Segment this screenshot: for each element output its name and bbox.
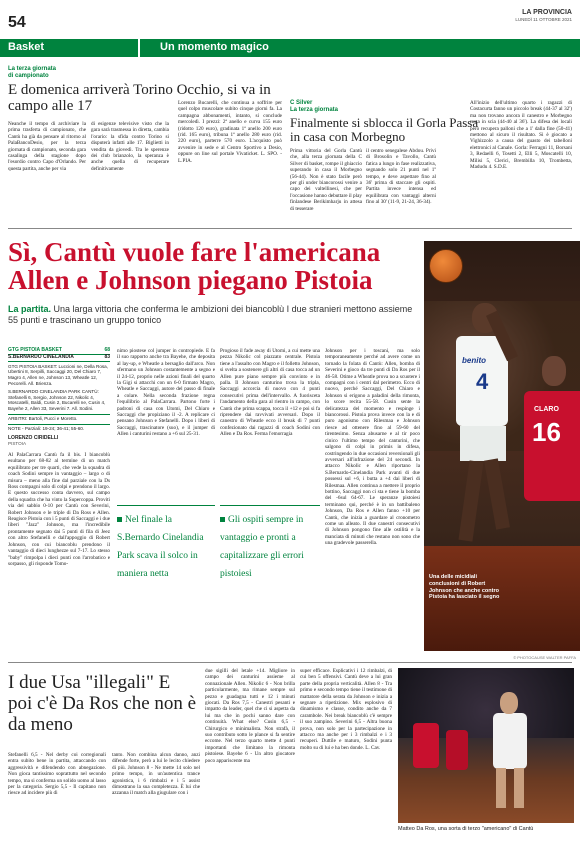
- page-date: LUNEDÌ 11 OTTOBRE 2021: [515, 17, 572, 22]
- pull-quote-text: Gli ospiti sempre in vantaggio e pronti a capitalizzare gli errori pistoiesi: [220, 515, 304, 579]
- player-jersey: [493, 713, 527, 769]
- kicker: [290, 100, 338, 114]
- article-column: Prima vittoria del Gorla Cantù che, alla terza giornata della C Silver di basket, rompe il ghiaccio superando in casa il Morbegno (56-44). Non è stato facile però per gli under biancorossi venire a capo dei valtellinesi, che per l'occasione hanno debuttare il play finlandese Berikimharju in attesa di tesserare: [290, 148, 362, 212]
- score-row: [8, 355, 110, 362]
- article-column: Lorenzo Bucarelli, che continua a soffrire per quel colpo muscolare subito cinque giorni fa. La campagna abbonamenti, intanto, si conclude mercoledì. I prezzi: 2ª anello e curva 155 euro (ridotto 120 euro), gradinata 1ª anello 200 euro (rid. 165 euro), tribuna 1ª anello 280 euro (rid. 220 euro), parterre 570 euro. L'acquisto può avvenire in sede e al Centro Sportivo a Desio, oppure on line sul portale Vivaticket. L. SPO. - L.PIA.: [178, 100, 282, 164]
- page-number: 54: [8, 14, 26, 31]
- headline-line: Allen e Johnson piegano Pistoia: [8, 265, 373, 295]
- player-legs: [459, 460, 484, 541]
- article-column: nimo piostese col jumper in contropiede. E fa il suo rapporto anche tra Bayehe, che deposita al lay-up, e Wheatle a bersaglio dall'arco. Non sfermano un Johnson costantemente a segno e il 24-12, proprio nelle azioni finali del quarto la Gigi si attacchi con un 6-0 firmato Magro, Wheatle e Saccaggi, autore del passo di finale a colare. Nella seconda frazione regna l'equilibrio al PalaCarrara. Partono forte i padroni di casa con Utomi, Del Chiaro e Saccaggi che propiziano il -2. A replicare ci pensano Johnson e Stefanelli. Dopo i liberi di Saccaggi, trascinatore (suo), e il jumper di Allen i canturini restano a +6 sul 25-31.: [117, 348, 215, 438]
- article-column: Neanche il tempo di archiviare la prima trasferta di campionato, che Cantù ha già da pensare al ritorno al PalaBancoDesio, per la terza giornata di campionato, seconda gara casalinga della stagione dopo l'esordio contro Capo d'Orlando. Per questa partita, anche per via: [8, 121, 86, 172]
- ball-icon: [429, 249, 463, 283]
- photo-credit: © PHOTOCAUSE WALTER PAFFA: [513, 655, 576, 660]
- article-column: due sigilli del letale +14. Migliore in campo dei canturini assieme al connazionale Allen. Nikolic 6 - Non brilla particolarmente, ma rimane sempre sul pezzo e guadagna tutti e 12 i minuti giocati. Da Ros 7,5 - Canestri pesanti e impatto da leader, quel che ci si aspetta da lui ma che in pochi sanno dare con continuità. What else? Cusin 6,5 - Chirurgico e minimalista. Non strafà, il suo contributo sotto le plance si fa sentire eccome. Nel terzo quarto mette 4 punti importanti che limitano la rimonta pistoiese. Bayehe 6 - Un altro giocatore poco appariscente ma: [205, 668, 295, 764]
- defender-jersey: [413, 723, 439, 768]
- article-column: Stefanelli 6,5 - Nel derby coi corregionali entra subito bene in partita, attaccando con aggressività e difendendo con abnegazione. Non gioca tantissimo soprattutto nel secondo tempo, ma si conferma un solido uomo al lasso per la categoria. Sergio 5,5 - Il capitano non riesce ad incidere più di: [8, 752, 106, 797]
- newspaper-name: LA PROVINCIA: [522, 9, 572, 16]
- score-box: [8, 348, 110, 447]
- bottom-photo: [398, 668, 574, 823]
- score-details: NOTE - Parziali: 19-24; 36-41; 55-60.: [8, 424, 110, 432]
- kicker-line: La terza giornata: [290, 107, 339, 113]
- band-title: Un momento magico: [160, 41, 269, 53]
- article-headline: Finalmente si sblocca il Gorla Passa in casa con Morbegno: [290, 115, 479, 144]
- section-header: [0, 39, 580, 57]
- defender-head: [542, 356, 566, 386]
- score-details: S.BERNARDO CINELANDIA PARK CANTÙ: Stefanelli 6, Sergio, Johnson 22, Nikolic 4, Moscatelli, Baldi, Cusin 2, Bucarelli ne, Cusin 4, Bayehe 2, Allen 33, Severini 7. All. Sodini.: [8, 388, 106, 412]
- square-bullet-icon: [220, 517, 225, 522]
- kicker-line: C Silver: [290, 100, 313, 106]
- article-column: All'inizio dell'ultimo quarto i ragazzi di Costacurta fanno un piccolo break (44-37 al 32') ma non trovano ancora il canestro e Morbegno resta in scia (44-40 al 36'). La difesa dei locali però recupera palloni che a 1' dalla fine (50-41) mettono al sicuro il risultato. Si è giocato a Vighizzolo a causa del guasto dei tabelloni elettronici al Canale. Gorla: Ferragni 11, Borsani 3, Redaelli 6, Tosetti 2, Elli 5, Moscatelli 10, Milisi 5, Clerici, Brembilla 10, Trombetta, Madudu 4. S.D.E.: [470, 100, 572, 171]
- article-headline: E domenica arriverà Torino Occhio, si va in campo alle 17: [8, 82, 271, 114]
- player-legs: [514, 768, 524, 808]
- score-details: GTG PISTOIA BASKET: Luccioni ne, Della Rosa, Ubertini 8, Serpilli, Saccaggi 20, Del Chiaro 7, Magro 4, Allen ne, Johnson 13, Wheatle 12, Pecorelli. All. Brienza.: [8, 363, 108, 386]
- article-column: il centro senegalese Abdou. Privi di Brosolin e Tavollo, Cantù fatica a lungo in fase realizzativa, segnando solo 21 punti nel 1º tempo, e deve aspettare fino al 36' prima di staccare gli ospiti. Partita invece intensa ed equilibrata con vantaggi alterni fino al 30' (11-9, 21-24, 36-34).: [366, 148, 436, 206]
- pull-quote: [220, 505, 320, 581]
- divider: [8, 228, 572, 229]
- article-column: di esigenze televisive visto che la gara sarà trasmessa in diretta, cambia l'orario: la sfida contro Torino si disputerà infatti alle 17. Biglietti in vendita da giovedì. Tra le sperenze dei club brianzolo, la speranza è anche quella di recuperare definitivamente: [91, 121, 169, 172]
- article-column: super efficace. Esplicativi i 12 rimbalzi, di cui ben 5 offensivi. Cantù deve a lui gran parte della propria verticalità. Allen 8 - Tra primo e secondo tempo tiene il testimone di mattatore della serata da Johnson e inizia a segnare a ripetizione. Mix esplosivo di dinamismo e classe, condito anche da 7 carambole. Nei break biancoblù c'è sempre il suo zampino. Severini 6,5 - Altra buona prova, non solo per la partecipazione in attacco ma anche per i 3 rimbalzi e i 3 recuperi. Duttile e maturo, Sodini punta molto su di lui e ha ben donde. L. Cav.: [300, 668, 392, 751]
- team-score: 68: [104, 347, 110, 353]
- square-bullet-icon: [117, 517, 122, 522]
- headline-line: Sì, Cantù vuole fare l'americana: [8, 237, 381, 267]
- article-column: tanto. Non combina alcun danno, anzi difende forte, però a lui le lecito chiedere di più. Johnson 8 - Ne mette 14 solo nel primo tempo, in un'autentica trance agonistica, i 6 rimbalzi e i 5 assist dimostrano la sua completezza. È lui che azzanna il match alla giugulare con i: [112, 752, 200, 797]
- photo-caption: Matteo Da Ros, una sorta di terzo "americano" di Cantù: [398, 826, 534, 832]
- bottom-headline: I due Usa "illegali" E poi c'è Da Ros che non è da meno: [8, 672, 197, 735]
- byline: LORENZO CIRIDELLI: [8, 434, 59, 441]
- player-legs: [496, 768, 506, 808]
- kicker-line: di campionato: [8, 73, 49, 79]
- kicker: [8, 66, 56, 80]
- team-score: 83: [104, 353, 110, 360]
- team-name: S.BERNARDO CINELANDIA: [8, 353, 74, 360]
- score-details: ARBITRI: Bartoli, Pucci e Moretto.: [8, 414, 110, 422]
- main-photo: [424, 241, 580, 651]
- defender-jersey: [446, 730, 468, 770]
- section-label: Basket: [8, 41, 45, 53]
- article-column: Johnson per i toscani, ma solo temporaneamente perché ad avere come un tornado la folata di Cantù: Allen, bomba di Severini e gioco da tre punti di Da Ros per il 46-58. Otime a Wheatle prova no a scuotere i compagni con i centri dal perimetro. Ecco di nuovo, perché Saccaggi, Del Chiaro e Johnson si erigono a paladini della rimonta, lo score recita 55-58. Cusin sente la delicatezza del momento e respinge i biancorossi. Pistoia prova invece con la e di puro agonismo con Rilesmaa e Johnson riesce ad ottenere fino al 59-60 del tirentesimo. Senza abusarne e al tir poco cinico l'ultimo tempo del canturini, che salgono di colpi in primis in difesa, costringendo in due occasioni reversionali gli avversari all'infrazione del 24 secondi. In attacco Nikolic e Allen riportano la S.Bernardo-Cinelandia Park avanti di due possessi sul +6, i butta a +4 dai liberi di Rilesmaa. Allen continua a mettere il proprio bottino, Saccaggi non ci sta e tiene la bomba del -6sul 64-67. Le speranze pistoiesi terminano qui, perché è in un battibaleno Johnson, Da Ros e Allen fanno +10 per Cantù, che inizia a guardare al cronometro come un alleato. Il due canestri consecutivi di Johnson pongono fine alle ostilità e la manciata di minuti che restano non sono che una gradevole passerella.: [325, 348, 420, 547]
- standfirst-text: Una larga vittoria che conferma le ambizioni dei biancoblù I due stranieri mettono assieme 55 punti e trascinano un gruppo tonico: [8, 304, 413, 325]
- jersey-number: 4: [476, 369, 489, 394]
- standfirst: [8, 304, 418, 326]
- article-column: Progioso il fade away di Utomi, a cui mette una pezza Nikolic col piazzato centrale. Pistoia tiene a l'assalto con Magro e il folletto Johnson, si svelta a sostenere gli altri di casa tocca ad un Allen pure piano sempre più convinto e in palla. Il Johnson canturino trova la tripla, Saccaggi accorcia di nuovo con 4 punti consecutivi prima dell'intervallo. A fuorisceta l'andamento della gara al rientro in campo, con Cantù che prima scappa, tocca il +12 e poi si fa riprendere dai ravvivati avversari. Dopo il canestro di Wheatle ecco il break di 7 punti confezionato dai ragazzi di coach Sodini con Allen e Da Ros. Ferma l'emorragia: [220, 348, 320, 438]
- pull-quote-text: Nel finale la S.Bernardo Cinelandia Park scava il solco in maniera netta: [117, 515, 204, 579]
- team-name: GTG PISTOIA BASKET: [8, 347, 62, 353]
- player-shorts: [460, 426, 506, 461]
- divider: [8, 662, 572, 663]
- pull-quote: [117, 505, 215, 581]
- player-legs: [484, 458, 510, 529]
- main-headline: [8, 238, 428, 294]
- band-divider: [138, 39, 140, 57]
- jersey-sponsor: CLARO: [534, 406, 559, 413]
- jersey-number: 16: [532, 417, 561, 447]
- player-head: [500, 692, 518, 714]
- kicker-line: La terza giornata: [8, 66, 57, 72]
- jersey-sponsor: benito: [462, 356, 486, 365]
- photo-caption: Una delle micidiali conclusioni di Robert Johnson che anche contro Pistoia ha lasciato il segno: [429, 574, 500, 601]
- article-column: Al PalaCarrara Cantù fa il bis. I biancoblù esultano per 68-82 al termine di un match equilibrato per tre quarti, che vede la squadra di coach Sodini sempre in vantaggio – largo o di misura – meno alla fine dal parziale con la Ds Ross compagni solo di colpi e prendono il largo. E questo successo conta davvero, sul campo della squadra che ha vinto la Supercoppa. Proviti via del sabbio 0-10 per Cantù con Severini, Robert Johnson e le triple di Da Ross e Allen. Reagisce Pistoia con i 5 punti di Saccaggi e i due liberi "Jazz" Johnson, ma l'incredibile prontamente segnato dai 5 punti di fila di Jeez con altro Stefanelli e dall'appoggio di Robert Johnson, con cui biancoblu prendono il vantaggio di dieci lunghezze sul 7-17. Lo stesso "baby" rimpolpa i dieci punti con l'arrobatico e sorpasso, gli risponde Tomo-: [8, 452, 110, 567]
- standfirst-kicker: La partita.: [8, 304, 52, 314]
- byline-place: PISTOIA: [8, 441, 27, 447]
